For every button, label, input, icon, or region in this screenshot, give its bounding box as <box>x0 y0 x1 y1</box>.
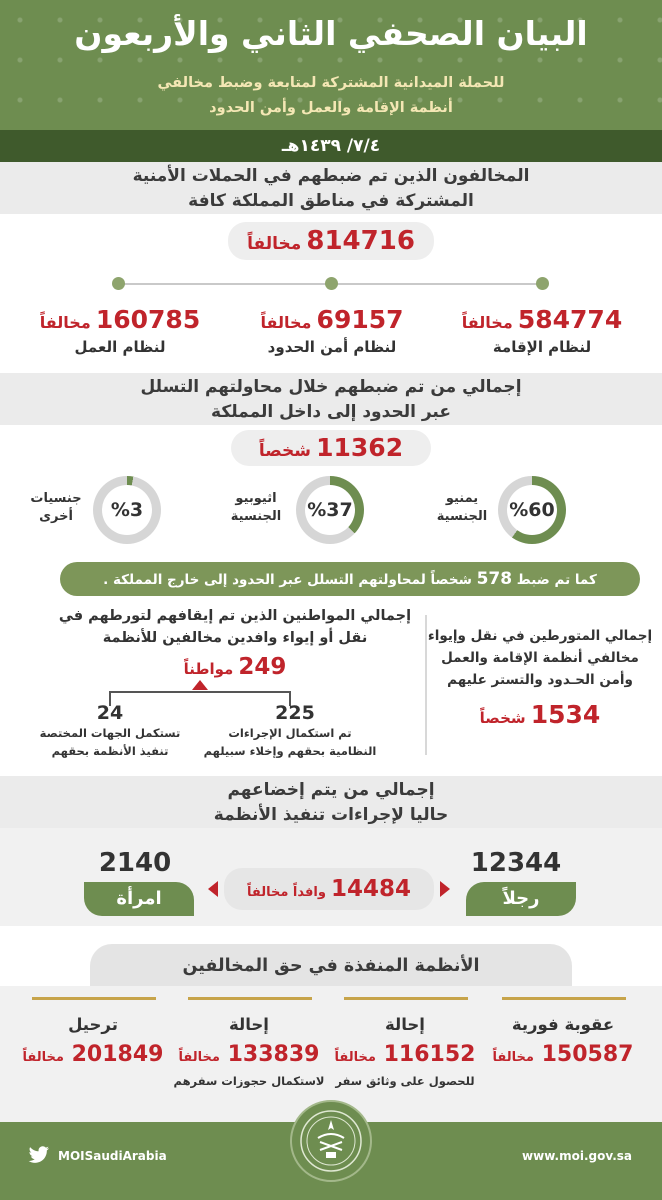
system-1-number: 150587 <box>541 1042 634 1067</box>
ring-other <box>93 476 161 544</box>
branch-pending-text <box>30 724 190 760</box>
section1-total-number: 814716 <box>306 226 415 256</box>
section4-total <box>224 868 434 914</box>
ring-yemeni-label-line-2: الجنسية <box>436 509 488 524</box>
system-3-line <box>188 997 312 1000</box>
website-link[interactable]: www.moi.gov.sa <box>522 1149 632 1163</box>
subtitle-line-2: أنظمة الإقامة والعمل وأمن الحدود <box>209 100 453 116</box>
system-2-value <box>320 1042 490 1067</box>
citizens-unit: مواطناً <box>183 660 234 678</box>
ring-yemeni-label-line-1: يمنيو <box>445 491 479 506</box>
stat-labor <box>30 305 210 356</box>
harborers-unit: شخصاً <box>479 709 526 727</box>
ring-yemeni-percent: %60 <box>507 485 557 535</box>
ministry-emblem-icon <box>290 1100 372 1182</box>
citizens-line-1: إجمالي المواطنين الذين تم إيقافهم لتورطهم في <box>58 608 412 624</box>
ring-ethiopian-label-line-2: الجنسية <box>230 509 282 524</box>
stat-border-number: 69157 <box>316 305 404 334</box>
branch-pending-number: 24 <box>96 702 124 724</box>
section3-divider <box>425 615 427 755</box>
footer <box>0 1122 662 1200</box>
system-1-line <box>502 997 626 1000</box>
branch-completed-line-2: النظامية بحقهم وإخلاء سبيلهم <box>203 744 377 758</box>
section4-total-number: 14484 <box>331 876 412 902</box>
harborers-number: 1534 <box>530 700 601 729</box>
page-title: البيان الصحفي الثاني والأربعون <box>74 14 588 53</box>
arrow-right-icon <box>440 881 450 897</box>
citizens-number: 249 <box>238 654 287 680</box>
stat-labor-unit: مخالفاً <box>39 313 91 332</box>
section5-heading-tab <box>90 944 572 988</box>
section2-total-unit: شخصاً <box>258 441 312 461</box>
section2-total-pill <box>231 430 431 466</box>
harborers-line-3: وأمن الحـدود والتستر عليهم <box>447 672 633 688</box>
system-4-title: ترحيل <box>68 1015 118 1034</box>
branch-completed-text <box>190 724 390 760</box>
section4-heading-band <box>0 776 662 828</box>
harborers-block <box>425 625 655 691</box>
ring-other-label-line-2: أخرى <box>39 509 73 524</box>
branch-pending-line-2: تنفيذ الأنظمة بحقهم <box>51 744 169 758</box>
women-tag: امرأة <box>84 882 194 916</box>
system-2-sub: للحصول على وثائق سفر <box>335 1074 475 1088</box>
exit-attempts-strip <box>60 562 640 596</box>
stat-labor-label: لنظام العمل <box>74 338 166 356</box>
ring-yemeni-label <box>430 490 494 526</box>
ring-other-label <box>24 490 88 526</box>
system-1-value <box>478 1042 648 1067</box>
ring-ethiopian <box>296 476 364 544</box>
harborers-line-2: مخالفي أنظمة الإقامة والعمل <box>441 650 639 666</box>
system-4-number: 201849 <box>71 1042 164 1067</box>
system-2-number: 116152 <box>383 1042 476 1067</box>
section1-heading-line-2: المشتركة في مناطق المملكة كافة <box>188 191 474 211</box>
system-2-line <box>344 997 468 1000</box>
harborers-total <box>440 700 640 729</box>
system-4-line <box>32 997 156 1000</box>
section4-total-unit: وافداً مخالفاً <box>246 885 326 900</box>
system-3-number: 133839 <box>227 1042 320 1067</box>
section2-heading-band <box>0 373 662 425</box>
ring-ethiopian-label <box>222 490 290 526</box>
section4-heading-line-1: إجمالي من يتم إخضاعهم <box>227 780 435 800</box>
section2-heading-line-1: إجمالي من تم ضبطهم خلال محاولتهم التسلل <box>140 377 522 397</box>
stat-border <box>242 305 422 356</box>
subtitle-line-1: للحملة الميدانية المشتركة لمتابعة وضبط مخالفي <box>157 75 505 91</box>
section1-heading-band <box>0 162 662 214</box>
ring-other-label-line-1: جنسيات <box>30 491 82 506</box>
section4-total-pill <box>224 868 434 910</box>
stat-residence <box>452 305 632 356</box>
stat-residence-label: لنظام الإقامة <box>492 338 592 356</box>
exit-prefix: كما تم ضبط <box>516 572 597 588</box>
section1-total-pill <box>228 222 434 260</box>
system-3-unit: مخالفاً <box>178 1050 220 1065</box>
section2-heading-line-2: عبر الحدود إلى داخل المملكة <box>211 402 451 422</box>
system-3-value <box>160 1042 338 1067</box>
system-2-title: إحالة <box>385 1015 425 1034</box>
section1-dot-3 <box>112 277 125 290</box>
stat-residence-number: 584774 <box>517 305 623 334</box>
system-4-unit: مخالفاً <box>22 1050 64 1065</box>
system-1-unit: مخالفاً <box>492 1050 534 1065</box>
branch-pending-line-1: تستكمل الجهات المختصة <box>39 726 181 740</box>
exit-rest: شخصاً لمحاولتهم التسلل عبر الحدود إلى خارج المملكة . <box>103 572 472 588</box>
section1-dot-2 <box>325 277 338 290</box>
ring-other-percent: %3 <box>102 485 152 535</box>
ring-ethiopian-percent: %37 <box>305 485 355 535</box>
stat-border-label: لنظام أمن الحدود <box>267 338 397 356</box>
citizens-line-2: نقل أو إيواء وافدين مخالفين للأنظمة <box>102 630 368 646</box>
men-number: 12344 <box>470 848 562 878</box>
ring-yemeni <box>498 476 566 544</box>
harborers-line-1: إجمالي المتورطين في نقل وإيواء <box>427 628 653 644</box>
branch-completed-line-1: تم استكمال الإجراءات <box>228 726 352 740</box>
system-4-value <box>8 1042 178 1067</box>
section4-heading-line-2: حاليا لإجراءات تنفيذ الأنظمة <box>213 805 449 825</box>
women-number: 2140 <box>98 848 172 878</box>
section2-total-number: 11362 <box>316 433 404 462</box>
header-banner <box>0 0 662 130</box>
system-3-title: إحالة <box>229 1015 269 1034</box>
system-3-sub: لاستكمال حجوزات سفرهم <box>173 1074 325 1088</box>
stat-residence-unit: مخالفاً <box>461 313 513 332</box>
section5-heading: الأنظمة المنفذة في حق المخالفين <box>182 956 480 976</box>
system-1-title: عقوبة فورية <box>511 1015 615 1034</box>
men-tag: رجلاً <box>466 882 576 916</box>
section2-total <box>231 430 431 469</box>
section1-dot-1 <box>536 277 549 290</box>
section1-total-unit: مخالفاً <box>247 234 302 254</box>
system-2-unit: مخالفاً <box>334 1050 376 1065</box>
exit-number: 578 <box>476 569 513 589</box>
stat-border-unit: مخالفاً <box>260 313 312 332</box>
section1-total <box>228 222 434 263</box>
section1-heading-line-1: المخالفون الذين تم ضبطهم في الحملات الأمنية <box>132 166 530 186</box>
citizens-block <box>50 605 420 649</box>
twitter-handle[interactable]: MOISaudiArabia <box>58 1149 167 1163</box>
date-bar: ٧/٤/ ١٤٣٩هـ <box>0 130 662 162</box>
twitter-bird-icon <box>28 1146 50 1164</box>
stat-labor-number: 160785 <box>95 305 201 334</box>
arrow-left-icon <box>208 881 218 897</box>
branch-completed-number: 225 <box>275 702 315 724</box>
ring-ethiopian-label-line-1: اثيوبيو <box>235 491 277 506</box>
